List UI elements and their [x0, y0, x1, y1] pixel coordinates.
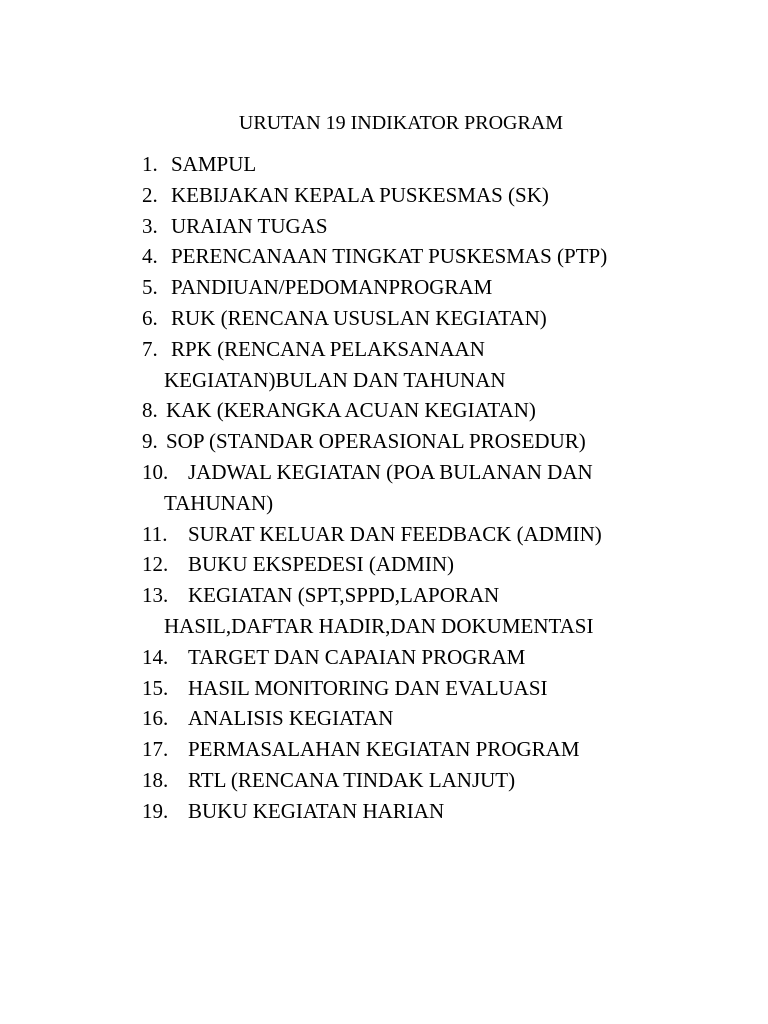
item-number: 9.	[142, 429, 158, 454]
item-number: 15.	[142, 675, 169, 700]
list-item	[142, 303, 752, 334]
item-number: 17.	[142, 737, 169, 762]
item-number: 14.	[142, 644, 169, 669]
item-number: 8.	[142, 398, 158, 423]
list-item	[142, 272, 752, 303]
item-text: RUK (RENCANA USUSLAN KEGIATAN)	[171, 305, 547, 330]
item-text: JADWAL KEGIATAN (POA BULANAN DAN	[188, 459, 593, 484]
list-item	[142, 457, 752, 488]
list-item	[142, 734, 752, 765]
list-item	[142, 211, 752, 242]
item-text: KAK (KERANGKA ACUAN KEGIATAN)	[166, 398, 536, 423]
list-item	[142, 796, 752, 827]
item-number: 1.	[142, 152, 158, 176]
list-item	[142, 580, 752, 611]
item-text-continuation: HASIL,DAFTAR HADIR,DAN DOKUMENTASI	[164, 613, 594, 638]
item-number: 13.	[142, 583, 169, 608]
item-number: 5.	[142, 275, 158, 300]
item-number: 11.	[142, 521, 168, 546]
item-text: SOP (STANDAR OPERASIONAL PROSEDUR)	[166, 429, 586, 454]
list-item	[142, 673, 752, 704]
item-text: PERENCANAAN TINGKAT PUSKESMAS (PTP)	[171, 244, 608, 269]
item-number: 4.	[142, 244, 158, 269]
item-number: 2.	[142, 182, 158, 207]
item-text: RTL (RENCANA TINDAK LANJUT)	[188, 767, 516, 792]
item-text: BUKU EKSPEDESI (ADMIN)	[188, 552, 454, 577]
item-text: ANALISIS KEGIATAN	[188, 706, 394, 731]
item-text: RPK (RENCANA PELAKSANAAN	[171, 336, 485, 361]
document-title: URUTAN 19 INDIKATOR PROGRAM	[238, 112, 564, 134]
item-number: 3.	[142, 213, 158, 238]
item-number: 7.	[142, 336, 158, 361]
list-item	[142, 642, 752, 673]
item-text: PANDIUAN/PEDOMANPROGRAM	[171, 275, 493, 300]
item-text: KEBIJAKAN KEPALA PUSKESMAS (SK)	[171, 182, 549, 207]
list-item	[142, 395, 752, 426]
item-text-continuation: TAHUNAN)	[164, 490, 274, 515]
list-item	[142, 519, 752, 550]
item-text: SAMPUL	[171, 152, 257, 176]
list-item-continuation	[142, 611, 752, 642]
list-item	[142, 549, 752, 580]
item-number: 19.	[142, 798, 169, 823]
item-text: PERMASALAHAN KEGIATAN PROGRAM	[188, 737, 580, 762]
list-item	[142, 241, 752, 272]
list-item	[142, 765, 752, 796]
indicator-list	[142, 149, 752, 827]
item-text: BUKU KEGIATAN HARIAN	[188, 798, 445, 823]
list-item	[142, 426, 752, 457]
item-number: 18.	[142, 767, 169, 792]
list-item	[142, 180, 752, 211]
list-item	[142, 149, 752, 180]
list-item	[142, 334, 752, 365]
item-number: 12.	[142, 552, 169, 577]
item-number: 16.	[142, 706, 169, 731]
item-text: HASIL MONITORING DAN EVALUASI	[188, 675, 548, 700]
item-number: 10.	[142, 459, 169, 484]
item-text: SURAT KELUAR DAN FEEDBACK (ADMIN)	[188, 521, 602, 546]
item-text: KEGIATAN (SPT,SPPD,LAPORAN	[188, 583, 500, 608]
item-text: TARGET DAN CAPAIAN PROGRAM	[188, 644, 526, 669]
list-item-continuation	[142, 365, 752, 396]
list-item-continuation	[142, 488, 752, 519]
item-number: 6.	[142, 305, 158, 330]
list-item	[142, 703, 752, 734]
item-text: URAIAN TUGAS	[171, 213, 328, 238]
item-text-continuation: KEGIATAN)BULAN DAN TAHUNAN	[164, 367, 506, 392]
